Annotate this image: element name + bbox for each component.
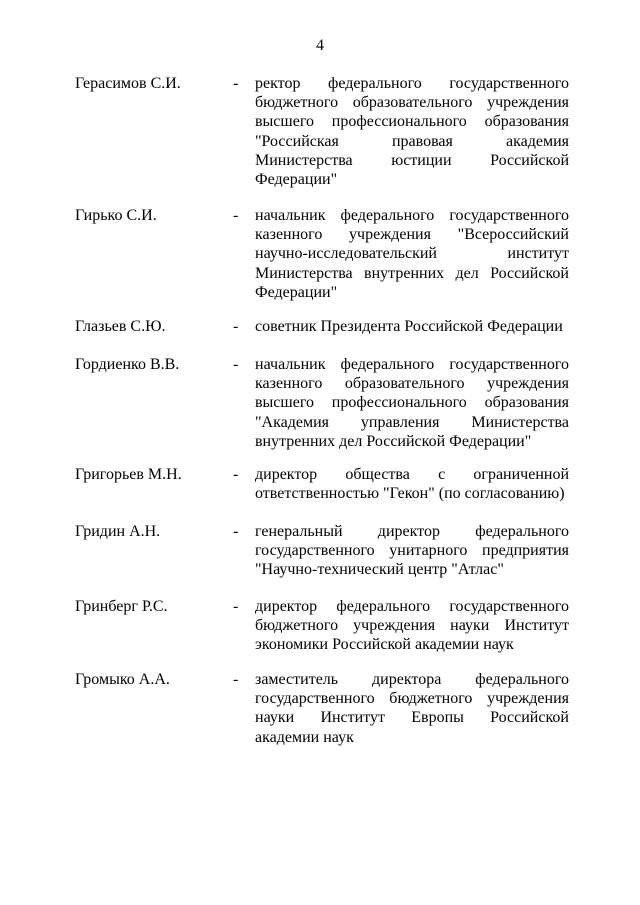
entry-dash: - [233,671,239,688]
position-line: ответственностью "Гекон" (по согласованию) [255,485,565,503]
member-position [255,597,569,655]
member-position [255,74,569,189]
member-position [255,522,569,580]
entry-dash: - [233,356,239,373]
position-line: генеральный директор федерального [255,523,569,540]
member-name: Глазьев С.Ю. [75,318,166,335]
member-name: Герасимов С.И. [75,75,181,92]
position-line: Федерации" [255,283,338,301]
position-line: экономики Российской академии наук [255,636,514,654]
position-line: советник Президента Российской Федерации [255,318,563,335]
position-line: научно-исследовательский институт [255,245,569,263]
position-line: государственного унитарного предприятия [255,542,569,560]
position-line: директор федерального государственного [255,598,569,615]
member-name: Гирько С.И. [75,207,157,224]
position-line: Федерации" [255,170,338,188]
position-line: директор общества с ограниченной [255,466,569,483]
member-position [255,355,569,451]
position-line: казенного образовательного учреждения [255,375,569,393]
position-line: Министерства внутренних дел Российской [255,264,569,282]
entry-dash: - [233,75,239,92]
member-position [255,465,569,503]
member-name: Гридин А.Н. [75,523,161,540]
member-name: Гринберг Р.С. [75,598,168,615]
position-line: науки Институт Европы Российской [255,709,569,727]
position-line: бюджетного образовательного учреждения [255,94,569,112]
position-line: "Российская правовая академия [255,132,569,150]
position-line: академии наук [255,728,354,746]
position-line: "Научно-технический центр "Атлас" [255,561,504,579]
position-line: Министерства юстиции Российской [255,151,569,169]
member-name: Григорьев М.Н. [75,466,182,483]
entry-dash: - [233,523,239,540]
position-line: заместитель директора федерального [255,671,569,688]
position-line: государственного бюджетного учреждения [255,690,569,708]
position-line: бюджетного учреждения науки Институт [255,617,569,635]
entry-dash: - [233,598,239,615]
member-position [255,670,569,747]
member-position [255,206,569,302]
entry-dash: - [233,466,239,483]
position-line: высшего профессионального образования [255,113,569,131]
position-line: начальник федерального государственного [255,356,569,373]
position-line: начальник федерального государственного [255,207,569,224]
position-line: внутренних дел Российской Федерации" [255,432,532,450]
position-line: казенного учреждения "Всероссийский [255,226,569,244]
position-line: ректор федерального государственного [255,75,569,92]
entry-dash: - [233,207,239,224]
position-line: "Академия управления Министерства [255,413,569,431]
entry-dash: - [233,318,239,335]
page-number: 4 [316,37,324,54]
member-position [255,317,569,336]
member-name: Громыко А.А. [75,671,170,688]
position-line: высшего профессионального образования [255,394,569,412]
member-name: Гордиенко В.В. [75,356,180,373]
